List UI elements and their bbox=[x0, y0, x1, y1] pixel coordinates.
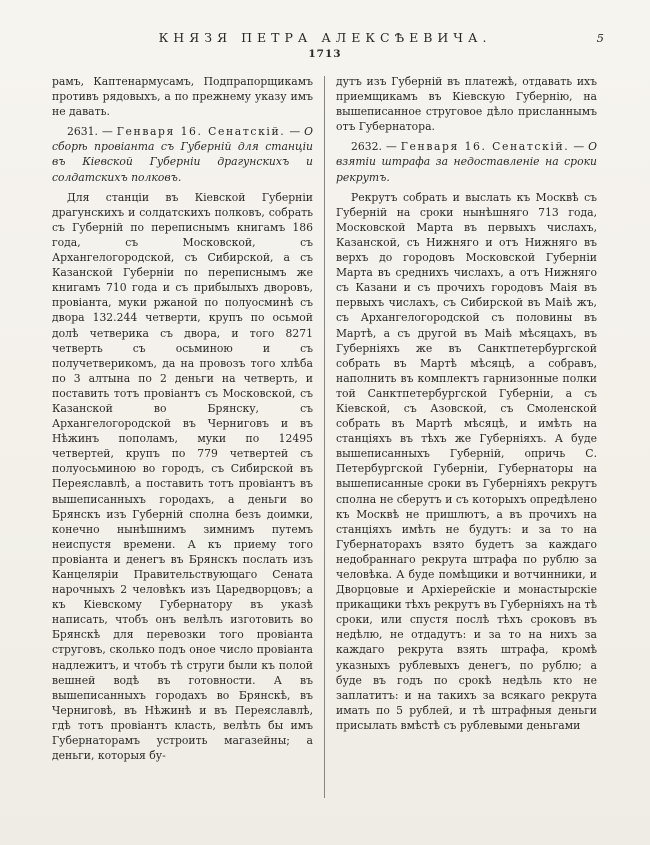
entry-title: О взятіи штрафа за недоставленіе на сроки рекрутъ. bbox=[336, 140, 597, 184]
left-column bbox=[52, 74, 324, 800]
continuation-paragraph: дутъ изъ Губерній въ платежѣ, отдавать ихъ приемщикамъ въ Кіевскую Губернію, на вышеписанное струговое дѣло присланнымъ отъ Губернатора. bbox=[336, 75, 597, 134]
entry-2632-heading bbox=[336, 139, 597, 184]
entry-number: 2632. bbox=[351, 140, 382, 154]
page-number: 5 bbox=[596, 31, 604, 45]
entry-2632-body: Рекрутъ собрать и выслать къ Москвѣ съ Губерній на сроки нынѣшняго 713 года, Московской Марта въ первыхъ числахъ, Казанской, съ Нижняго и отъ Нижняго въ верхъ до городовъ Московской Губерніи Марта въ среднихъ числахъ, а отъ Нижняго съ Казани и съ прочихъ городовъ Маія въ первыхъ числахъ, съ Сибирской въ Маіѣ жъ, съ Архангелогородской съ половины въ Мартѣ, а съ другой въ Маіѣ мѣсяцахъ, въ Губерніяхъ же въ Санктпетербургской собрать въ Мартѣ мѣсяцѣ, а собравъ, наполнить въ комплектъ гарнизонные полки той Санктпетербургской Губерніи, а съ Кіевской, съ Азовской, съ Смоленской собрать въ Мартѣ мѣсяцѣ, и имѣть на станціяхъ въ тѣхъ же Губерніяхъ. А буде вышеписанныхъ Губерній, опричь С. Петербургской Губерніи, Губернаторы на вышеписанные сроки въ Губерніяхъ рекрутъ сполна не сберутъ и съ которыхъ опредѣлено къ Москвѣ не пришлютъ, а въ прочихъ на станціяхъ имѣть не будутъ: и за то на Губернаторахъ взято будетъ за каждаго недобраннаго рекрута штрафа по рублю за человѣка. А буде помѣщики и вотчинники, и Дворцовые и Архіерейскіе и монастырскіе прикащики тѣхъ рекрутъ въ Губерніяхъ на тѣ сроки, или спустя послѣ тѣхъ сроковъ въ недѣлю, не отдадутъ: и за то на нихъ за каждаго рекрута взять штрафа, кромѣ указныхъ рублевыхъ денегъ, по рублю; а буде въ годъ по срокѣ недѣль кто не заплатитъ: и на такихъ за всякаго рекрута имать по 5 рублей, и тѣ штрафныя деньги присылать вмѣстѣ съ рублевыми деньгами bbox=[336, 190, 597, 732]
page-header bbox=[52, 30, 604, 60]
continuation-paragraph: рамъ, Каптенармусамъ, Подпрапорщикамъ противъ рядовыхъ, а по прежнему указу имъ не давать. bbox=[52, 75, 313, 119]
entry-date: Генваря 16. Сенатскій. bbox=[400, 140, 570, 154]
dash-separator: — bbox=[289, 125, 301, 139]
entry-date: Генваря 16. Сенатскій. bbox=[116, 125, 286, 139]
two-column-text bbox=[52, 74, 598, 800]
dash-separator: — bbox=[573, 140, 585, 154]
running-title: КНЯЗЯ ПЕТРА АЛЕКСѢЕВИЧА. bbox=[158, 30, 492, 45]
entry-2631-body: Для станціи въ Кіевской Губерніи драгунскихъ и солдатскихъ полковъ, собрать съ Губерній по переписнымъ книгамъ 186 года, съ Московской, съ Архангелогородской, съ Сибирской, а съ Казанской Губерніи по переписнымъ же книгамъ 710 года и съ прибылыхъ дворовъ, провіанта, муки ржаной по полуосминѣ съ двора 132.244 четверти, крупъ по осьмой долѣ четверика съ двора, и того 8271 четверть съ осьминою и съ получетверикомъ, да на провозъ того хлѣба по 3 алтына по 2 деньги на четверть, и поставить тотъ провіантъ съ Московской, съ Казанской во Брянску, съ Архангелогородской въ Черниговъ и въ Нѣжинъ пополамъ, муки по 12495 четвертей, крупъ по 779 четвертей съ полуосьминою во городъ, съ Сибирской въ Переяславлѣ, а поставить тотъ провіантъ въ вышеписанныхъ городахъ, а деньги во Брянскъ изъ Губерній сполна безъ доимки, конечно нынѣшнимъ зимнимъ путемъ неиспустя времени. А къ приему того провіанта и денегъ въ Брянскъ послать изъ Канцеляріи Правительствующаго Сената нарочныхъ 2 человѣкъ изъ Царедворцовъ; а къ Кіевскому Губернатору въ указѣ написать, чтобъ онъ велѣлъ изготовить во Брянскѣ для перевозки того провіанта струговъ, сколько подъ оное число провіанта надлежитъ, и чтобъ тѣ струги были къ полой вешней водѣ въ готовности. А въ вышеписанныхъ городахъ во Брянскѣ, въ Черниговѣ, въ Нѣжинѣ и въ Переяславлѣ, гдѣ тотъ провіантъ класть, велѣть бы имъ Губернаторамъ устроить магазейны; а деньги, которыя бу- bbox=[52, 190, 313, 763]
dash-separator: — bbox=[101, 125, 113, 139]
entry-2631-heading bbox=[52, 124, 313, 184]
dash-separator: — bbox=[385, 140, 397, 154]
entry-title: О сборѣ провіанта съ Губерній для станціи въ Кіевской Губерніи драгунскихъ и солдатскихъ полковъ. bbox=[52, 125, 314, 184]
right-column bbox=[325, 74, 597, 800]
entry-number: 2631. bbox=[67, 125, 98, 139]
year-label: 1713 bbox=[308, 48, 342, 60]
